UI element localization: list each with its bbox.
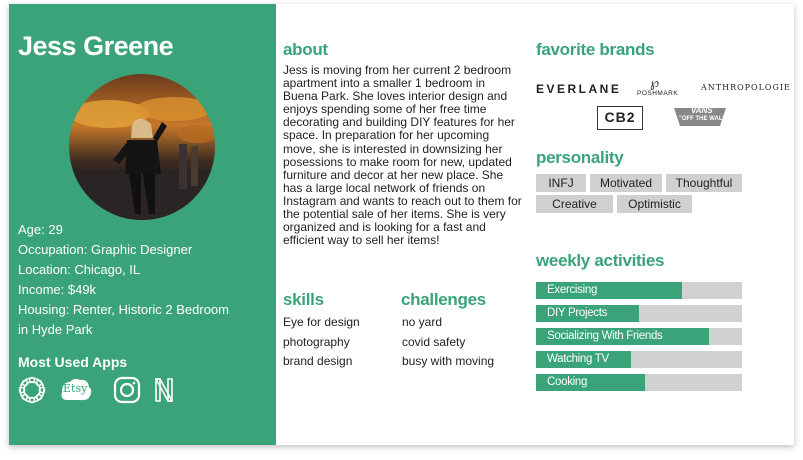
- persona-card: [9, 4, 794, 445]
- activity-label: Watching TV: [547, 353, 609, 365]
- brand-cb2: CB2: [597, 106, 643, 130]
- brand-vans: VANS: [691, 106, 713, 115]
- fact-location: Location: Chicago, IL: [18, 262, 141, 277]
- skill-item: Eye for design: [283, 315, 360, 329]
- activity-bar: [536, 305, 742, 322]
- challenge-item: covid safety: [402, 334, 466, 349]
- skill-item: brand design: [283, 354, 353, 368]
- brand-anthropologie: ANTHROPOLOGIE: [701, 83, 791, 92]
- personality-tag: Motivated: [590, 174, 662, 192]
- fact-income: Income: $49k: [18, 282, 97, 297]
- netflix-icon: [150, 376, 178, 404]
- challenges-list: [402, 313, 494, 372]
- etsy-label: Etsy: [63, 382, 88, 395]
- brands-heading: favorite brands: [536, 40, 655, 59]
- skills-list: [283, 313, 360, 372]
- skills-heading: skills: [283, 290, 324, 309]
- brand-poshmark: POSHMARK: [637, 90, 679, 97]
- activity-bar: [536, 374, 742, 391]
- activity-label: Socializing With Friends: [547, 330, 663, 342]
- fact-age: Age: 29: [18, 222, 63, 237]
- apps-title: Most Used Apps: [18, 354, 128, 370]
- brand-logos: [534, 72, 791, 132]
- fact-housing-cont: in Hyde Park: [18, 322, 93, 337]
- about-text: Jess is moving from her current 2 bedroom apartment into a smaller 1 bedroom in Buena Park. She loves interior design and enjoys spending some of her free time decorating and building DIY features for her space. In preparation for her upcoming move, she is interested in downsizing her posessions to make room for new, updated furniture and decor at her new place. She has a large local network of friends on Instagram and wants to reach out to them for the potential sale of her items. She is very organized and is looking for a fast and efficient way to sell her items!: [283, 63, 522, 248]
- weekly-heading: weekly activities: [536, 251, 665, 270]
- personality-tag: INFJ: [536, 174, 586, 192]
- activity-label: Cooking: [547, 376, 588, 388]
- persona-photo: [69, 74, 215, 220]
- challenge-item: no yard: [402, 315, 443, 329]
- activity-bar: [536, 328, 742, 345]
- circle-app-icon: [18, 376, 46, 404]
- persona-name: Jess Greene: [18, 31, 174, 61]
- personality-tag: Creative: [536, 195, 613, 213]
- activity-bar: [536, 282, 742, 299]
- personality-tag: Optimistic: [617, 195, 692, 213]
- personality-tag: Thoughtful: [666, 174, 742, 192]
- activity-label: Exercising: [547, 284, 598, 296]
- fact-housing: Housing: Renter, Historic 2 Bedroom: [18, 302, 229, 317]
- challenges-heading: challenges: [401, 290, 486, 309]
- activity-label: DIY Projects: [547, 307, 608, 319]
- instagram-icon: [113, 376, 141, 404]
- about-heading: about: [283, 40, 328, 59]
- brand-everlane: EVERLANE: [536, 82, 622, 96]
- poshmark-icon: ℘: [650, 75, 660, 90]
- persona-sidebar: [9, 4, 276, 445]
- challenge-item: busy with moving: [402, 354, 495, 368]
- fact-occupation: Occupation: Graphic Designer: [18, 242, 193, 257]
- persona-facts: [18, 220, 268, 340]
- skill-item: photography: [283, 334, 350, 349]
- personality-heading: personality: [536, 148, 624, 167]
- activity-bar: [536, 351, 742, 368]
- brand-vans-tagline: "OFF THE WALL": [679, 116, 730, 122]
- etsy-icon: [58, 376, 94, 404]
